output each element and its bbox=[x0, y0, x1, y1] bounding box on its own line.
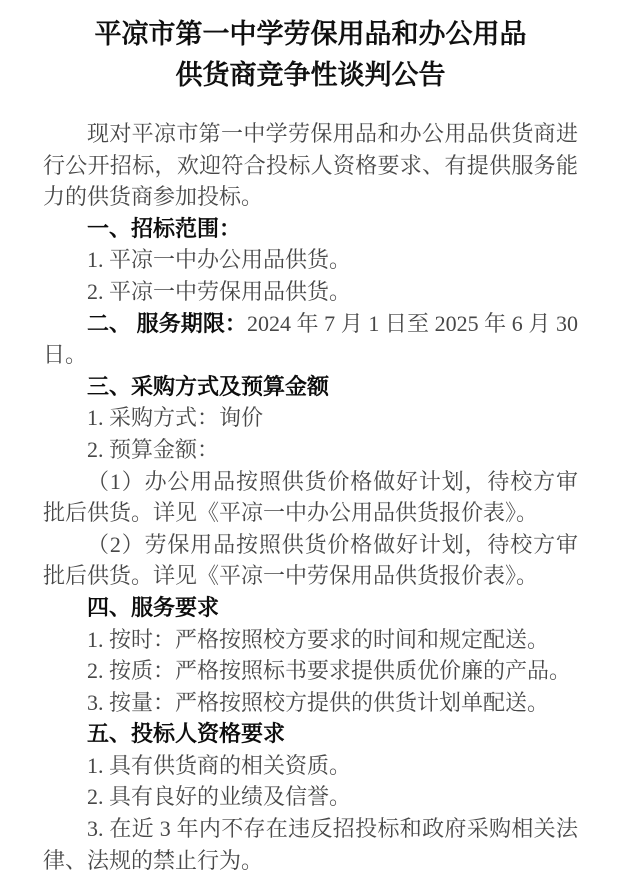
list-item-procurement-method: 1. 采购方式：询价 bbox=[87, 405, 264, 431]
list-item-budget-amount: 2. 预算金额： bbox=[87, 436, 220, 462]
document-title-line2: 供货商竞争性谈判公告 bbox=[175, 60, 446, 90]
list-item-on-time: 1. 按时：严格按照校方要求的时间和规定配送。 bbox=[87, 626, 550, 652]
intro-paragraph: 现对平凉市第一中学劳保用品和办公用品供货商进行公开招标，欢迎符合投标人资格要求、有提供服务能力的供货商参加投标。 bbox=[43, 121, 578, 210]
list-item-qualification-certs: 1. 具有供货商的相关资质。 bbox=[87, 752, 352, 778]
document-title bbox=[43, 14, 578, 96]
section-heading-service-requirements: 四、服务要求 bbox=[87, 594, 220, 620]
section-heading-bidder-qualifications: 五、投标人资格要求 bbox=[87, 721, 286, 747]
section-service-period bbox=[43, 308, 578, 371]
list-item-no-violations: 3. 在近 3 年内不存在违反招投标和政府采购相关法律、法规的禁止行为。 bbox=[43, 816, 578, 873]
document-title-line1: 平凉市第一中学劳保用品和办公用品 bbox=[94, 19, 527, 49]
section-heading-bidding-scope: 一、招标范围： bbox=[87, 215, 242, 241]
document-body bbox=[43, 118, 578, 876]
list-item-labor-supplies: 2. 平凉一中劳保用品供货。 bbox=[87, 278, 352, 304]
paragraph-office-supplies-budget: （1）办公用品按照供货价格做好计划，待校方审批后供货。详见《平凉一中办公用品供货报价表》。 bbox=[43, 468, 578, 526]
section-heading-procurement-method: 三、采购方式及预算金额 bbox=[87, 373, 330, 399]
list-item-good-reputation: 2. 具有良好的业绩及信誉。 bbox=[87, 784, 352, 810]
section-heading-service-period: 二、 服务期限： bbox=[87, 310, 247, 336]
list-item-on-quantity: 3. 按量：严格按照校方提供的供货计划单配送。 bbox=[87, 689, 550, 715]
list-item-office-supplies: 1. 平凉一中办公用品供货。 bbox=[87, 247, 352, 273]
list-item-on-quality: 2. 按质：严格按照标书要求提供质优价廉的产品。 bbox=[87, 658, 572, 684]
paragraph-labor-supplies-budget: （2）劳保用品按照供货价格做好计划，待校方审批后供货。详见《平凉一中劳保用品供货报价表》。 bbox=[43, 531, 578, 589]
service-period-value: 2024 年 7 月 1 日至 2025 年 6 月 30 日。 bbox=[43, 310, 578, 368]
